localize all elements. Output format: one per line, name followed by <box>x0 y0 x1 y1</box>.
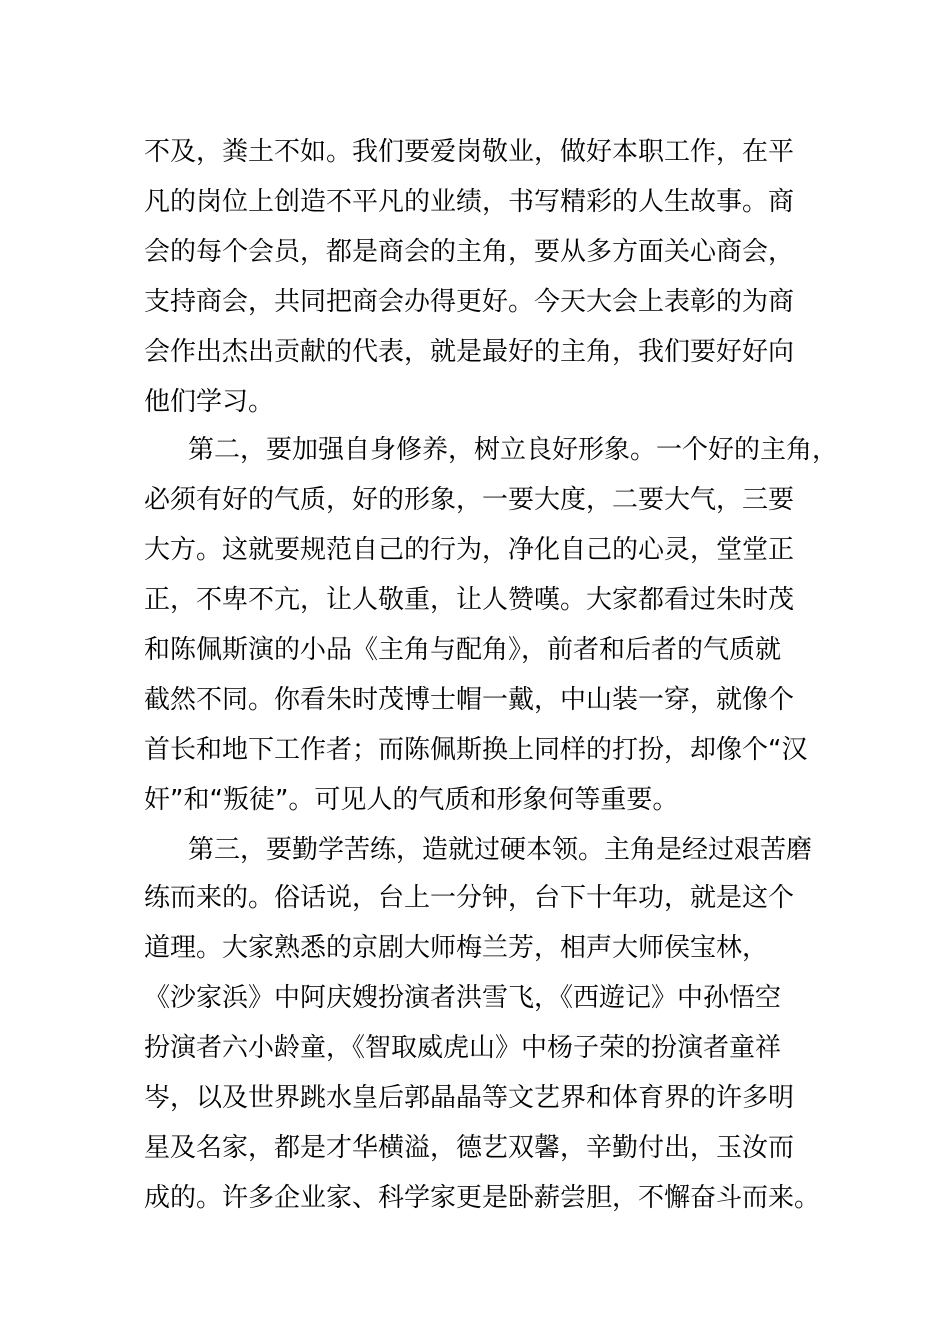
paragraph-2-line-6: 截然不同。你看朱时茂博士帽一戴，中山装一穿，就像个 <box>144 685 795 715</box>
paragraph-3-line-6: 岑，以及世界跳水皇后郭晶晶等文艺界和体育界的许多明 <box>144 1083 795 1113</box>
paragraph-3-line-7: 星及名家，都是才华横溢，德艺双馨，辛勤付出，玉汝而 <box>144 1133 795 1163</box>
paragraph-3-line-4: 《沙家浜》中阿庆嫂扮演者洪雪飞，《西遊记》中孙悟空 <box>144 983 782 1013</box>
paragraph-3-line-2: 练而来的。俗话说，台上一分钟，台下十年功，就是这个 <box>144 883 795 913</box>
paragraph-2-line-5: 和陈佩斯演的小品《主角与配角》，前者和后者的气质就 <box>144 635 782 665</box>
paragraph-2-line-7: 首长和地下工作者；而陈佩斯换上同样的打扮，却像个“汉 <box>144 735 808 765</box>
paragraph-3-line-1: 第三，要勤学苦练，造就过硬本领。主角是经过艰苦磨 <box>188 835 813 865</box>
paragraph-1-line-2: 凡的岗位上创造不平凡的业绩，书写精彩的人生故事。商 <box>144 187 795 217</box>
paragraph-2-line-3: 大方。这就要规范自己的行为，净化自己的心灵，堂堂正 <box>144 535 795 565</box>
paragraph-3-line-8: 成的。许多企业家、科学家更是卧薪尝胆，不懈奋斗而来。 <box>144 1183 821 1213</box>
paragraph-2-line-4: 正，不卑不亢，让人敬重，让人赞嘆。大家都看过朱时茂 <box>144 585 795 615</box>
paragraph-2-line-2: 必须有好的气质，好的形象，一要大度，二要大气，三要 <box>144 485 795 515</box>
paragraph-1-line-6: 他们学习。 <box>144 387 275 417</box>
paragraph-1-line-5: 会作出杰出贡献的代表，就是最好的主角，我们要好好向 <box>144 337 795 367</box>
paragraph-1-line-3: 会的每个会员，都是商会的主角，要从多方面关心商会， <box>144 237 795 267</box>
paragraph-1-line-1: 不及，粪土不如。我们要爱岗敬业，做好本职工作，在平 <box>144 137 795 167</box>
paragraph-3-line-5: 扮演者六小龄童，《智取威虎山》中杨子荣的扮演者童祥 <box>144 1033 782 1063</box>
paragraph-2-line-8: 奸”和“叛徒”。可见人的气质和形象何等重要。 <box>144 785 679 815</box>
paragraph-3-line-3: 道理。大家熟悉的京剧大师梅兰芳，相声大师侯宝林， <box>144 933 769 963</box>
paragraph-2-line-1: 第二，要加强自身修养，树立良好形象。一个好的主角， <box>188 435 839 465</box>
paragraph-1-line-4: 支持商会，共同把商会办得更好。今天大会上表彰的为商 <box>144 287 795 317</box>
